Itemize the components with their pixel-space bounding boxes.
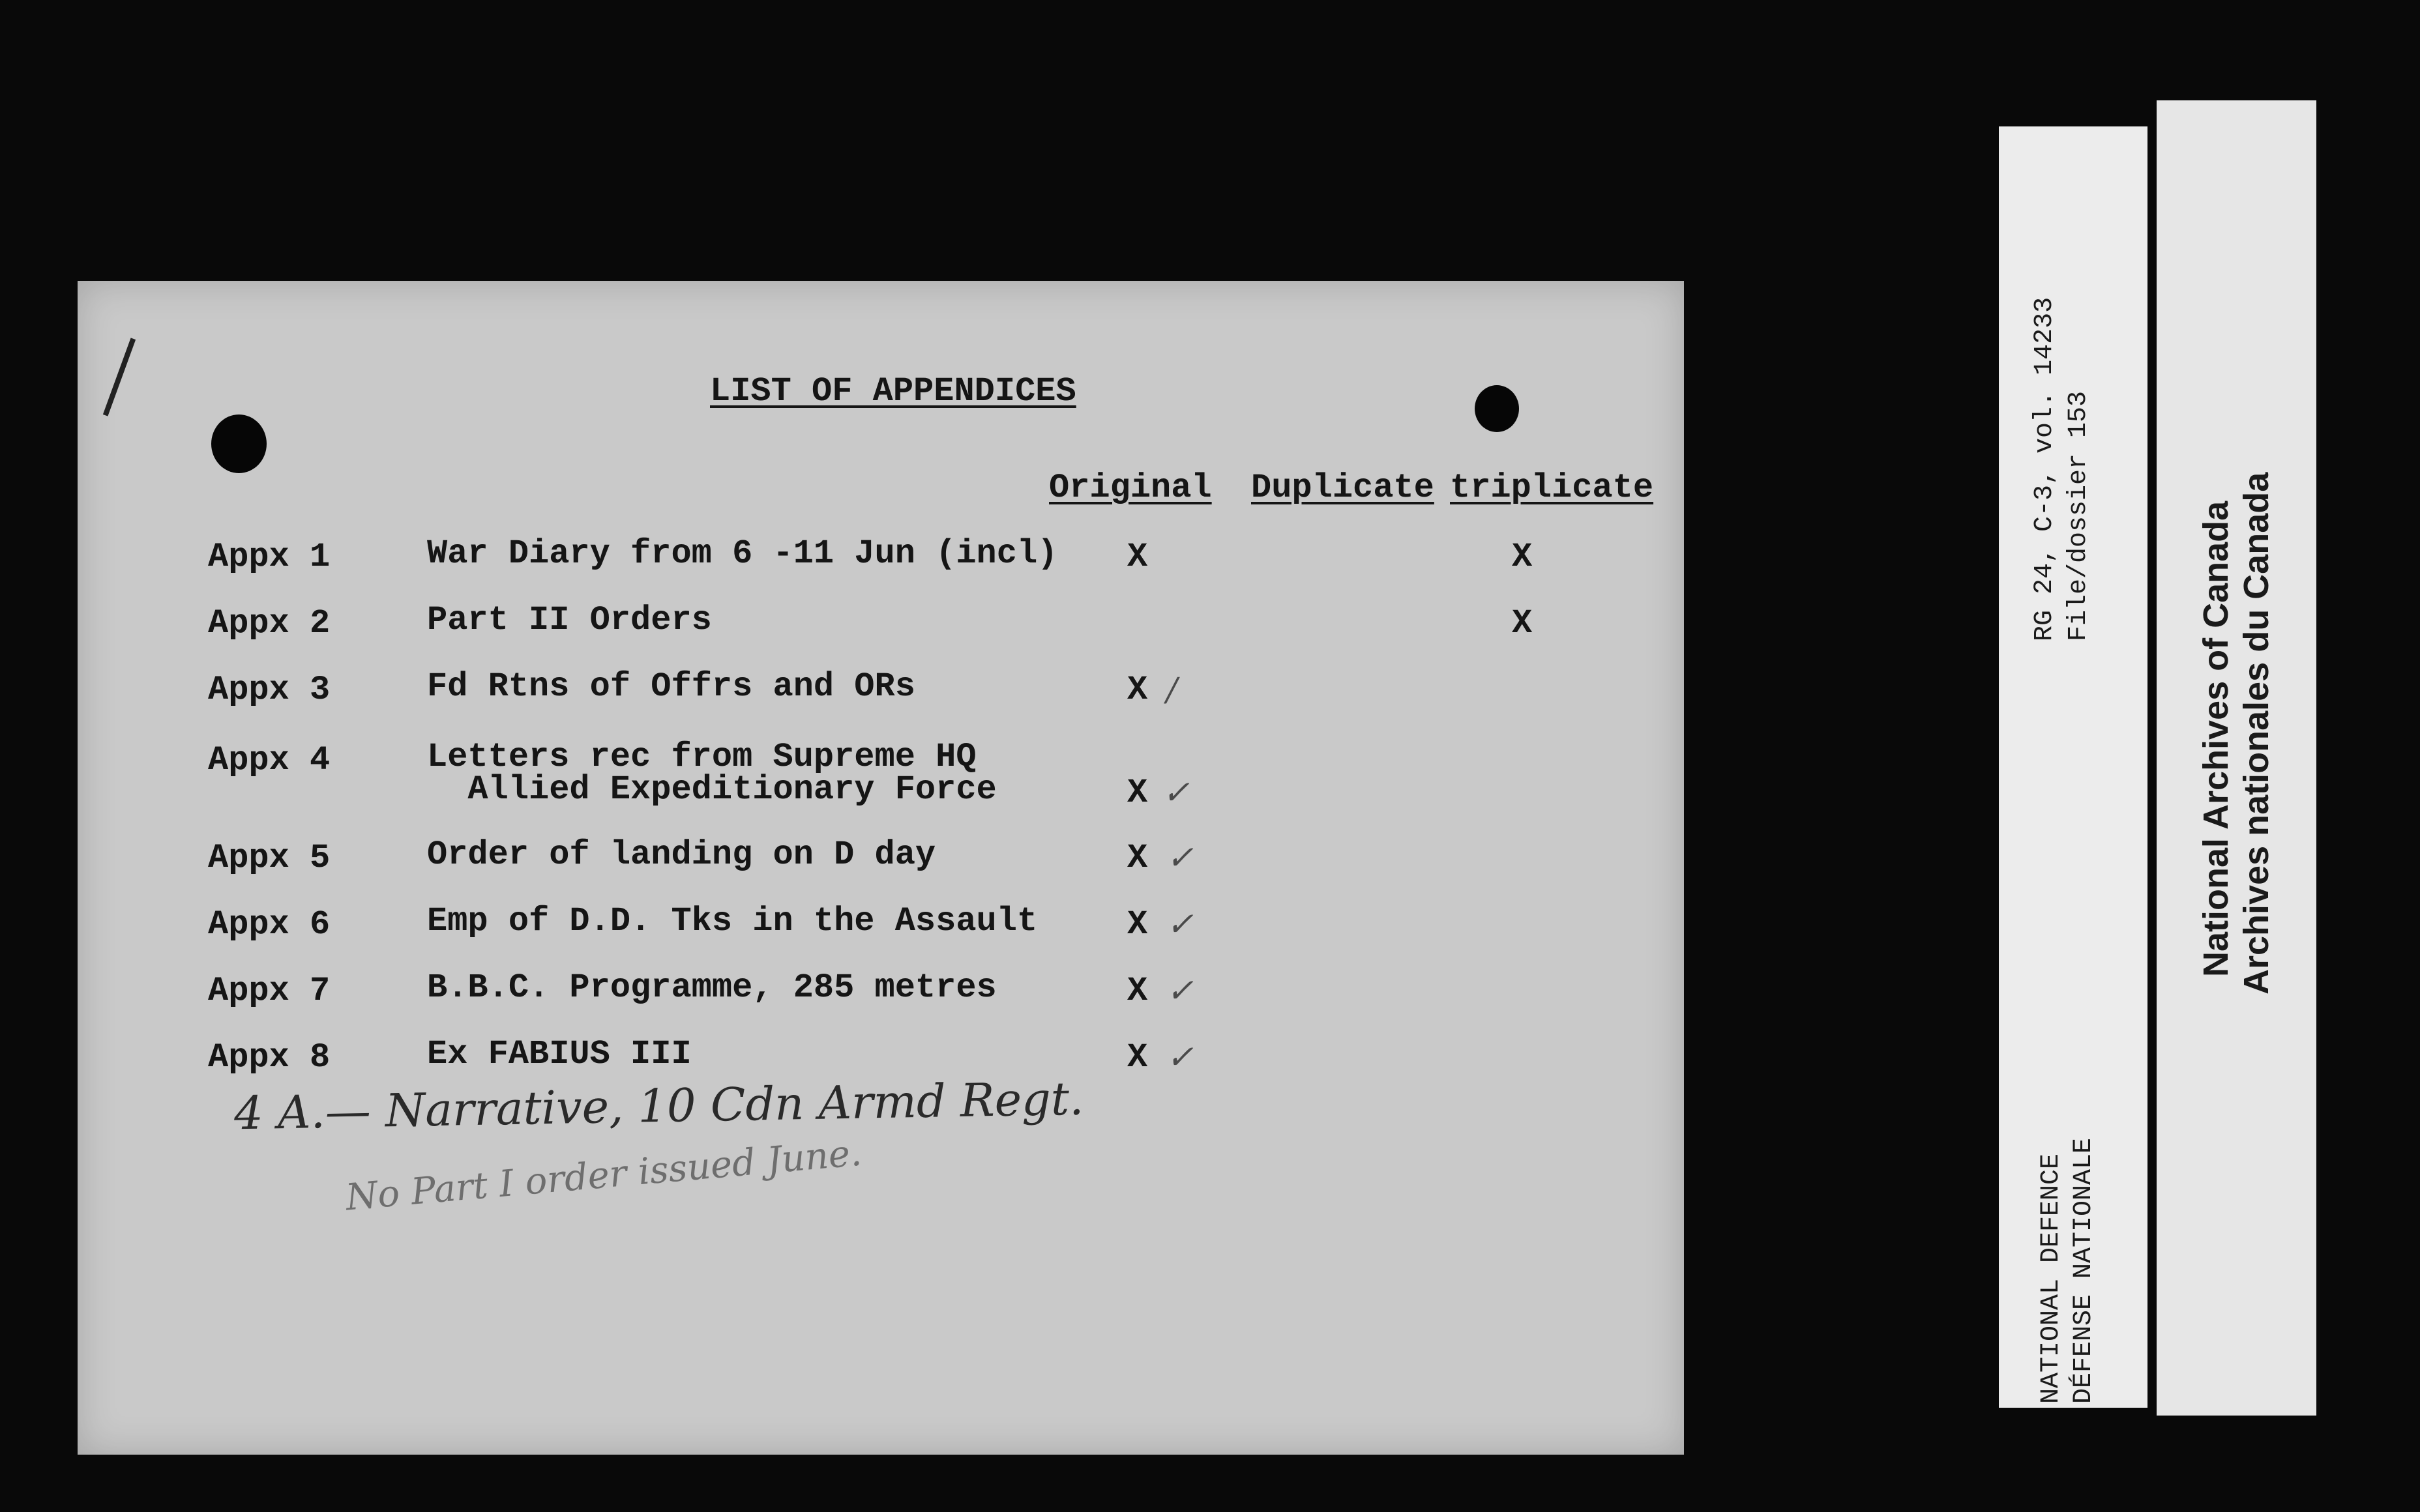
original-mark: X [1127, 905, 1148, 944]
original-mark: X [1127, 839, 1148, 877]
appendices-card [78, 281, 1684, 1455]
handwritten-note-narrative: 4 A.— Narrative, 10 Cdn Armd Regt. [233, 1071, 1084, 1141]
appx-description: War Diary from 6 -11 Jun (incl) [427, 534, 1058, 573]
handwritten-note-part-orders: No Part I order issued June. [344, 1131, 864, 1219]
appx-number: Appx 1 [208, 538, 331, 576]
triplicate-mark: X [1512, 538, 1533, 576]
archives-fr: Archives nationales du Canada [2237, 472, 2276, 995]
appx-number: Appx 4 [208, 741, 331, 779]
document-title: LIST OF APPENDICES [710, 372, 1076, 411]
column-original: Original [1049, 469, 1212, 507]
appx-number: Appx 2 [208, 604, 331, 643]
appx-number: Appx 3 [208, 671, 331, 709]
appendix-row [78, 836, 1684, 904]
archives-en: National Archives of Canada [2196, 501, 2236, 977]
archive-reference-strip [1999, 126, 2147, 1408]
appx-number: Appx 5 [208, 839, 331, 877]
reference-line-2: File/dossier 153 [2064, 390, 2093, 641]
appx-number: Appx 8 [208, 1038, 331, 1077]
appendix-row [78, 667, 1684, 736]
appendix-row [78, 968, 1684, 1037]
appendix-row [78, 902, 1684, 970]
archives-canada-strip [2157, 100, 2316, 1416]
appx-number: Appx 6 [208, 905, 331, 944]
appx-description: Letters rec from Supreme HQ Allied Expeditionary Force [427, 738, 997, 809]
reference-line-1: RG 24, C-3, vol. 14233 [2030, 297, 2059, 641]
original-mark: X [1127, 972, 1148, 1010]
appx-number: Appx 7 [208, 972, 331, 1010]
column-duplicate: Duplicate [1251, 469, 1434, 507]
appx-description: Fd Rtns of Offrs and ORs [427, 667, 915, 706]
appendix-row [78, 534, 1684, 603]
check-mark: / [1166, 671, 1177, 708]
appendix-row [78, 738, 1684, 826]
appx-description: Part II Orders [427, 601, 712, 639]
department-fr: DÉFENSE NATIONALE [2069, 1137, 2099, 1404]
original-mark: X [1127, 774, 1148, 812]
appendix-row [78, 601, 1684, 669]
original-mark: X [1127, 671, 1148, 709]
punch-hole-left [211, 414, 267, 473]
department-en: NATIONAL DEFENCE [2037, 1153, 2066, 1404]
appx-description: Order of landing on D day [427, 836, 936, 874]
column-triplicate: triplicate [1450, 469, 1654, 507]
check-mark: ✓ [1166, 972, 1194, 1010]
check-mark: ✓ [1166, 1038, 1194, 1076]
punch-hole-right [1475, 385, 1519, 432]
appx-description: Emp of D.D. Tks in the Assault [427, 902, 1038, 940]
check-mark: ✓ [1166, 905, 1194, 943]
triplicate-mark: X [1512, 604, 1533, 643]
pencil-tick [103, 338, 136, 416]
check-mark: ✓ [1166, 839, 1194, 877]
appx-description: Ex FABIUS III [427, 1035, 692, 1073]
original-mark: X [1127, 538, 1148, 576]
original-mark: X [1127, 1038, 1148, 1077]
check-mark: ✓ [1162, 774, 1190, 811]
appx-description: B.B.C. Programme, 285 metres [427, 968, 997, 1007]
